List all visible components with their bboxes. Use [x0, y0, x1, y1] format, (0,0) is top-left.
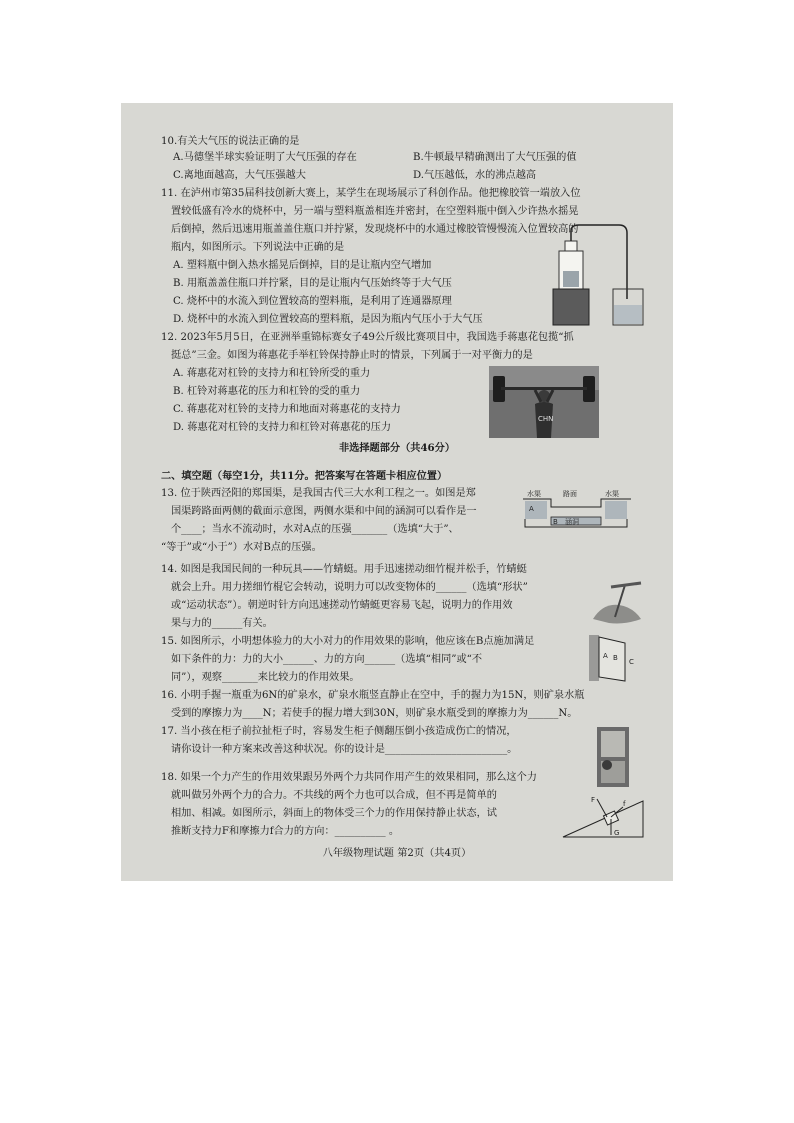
q12-option-c: C. 蒋惠花对杠铃的支持力和地面对蒋惠花的支持力	[173, 404, 401, 415]
road-label: 路面	[563, 490, 577, 498]
point-b-label: B	[553, 518, 558, 526]
q10-option-b: B.牛顿最早精确测出了大气压强的值	[413, 152, 577, 163]
weightlifter-photo	[489, 366, 599, 438]
point-b-door-label: B	[613, 654, 618, 662]
part2-title: 非选择题部分（共46分）	[338, 442, 456, 454]
point-a-label: A	[529, 505, 534, 513]
q11-option-b: B. 用瓶盖盖住瓶口并拧紧，目的是让瓶内气压始终等于大气压	[173, 278, 452, 289]
incline-block-figure	[561, 793, 647, 841]
q13-line-3: 个____；当水不流动时，水对A点的压强_______（选填“大于”、	[171, 524, 459, 535]
q18-line-2: 就叫做另外两个力的合力。不共线的两个力也可以合成，但不再是简单的	[171, 790, 497, 801]
q11-stem-line-1: 11. 在泸州市第35届科技创新大赛上，某学生在现场展示了科创作品。他把橡胶管一端放入位	[161, 188, 581, 199]
q11-option-a: A. 塑料瓶中倒入热水摇晃后倒掉，目的是让瓶内空气增加	[173, 260, 432, 271]
q12-option-b: B. 杠铃对蒋惠花的压力和杠铃的受的重力	[173, 386, 361, 397]
gravity-label: G	[614, 829, 620, 837]
q10-option-c: C.离地面越高，大气压强越大	[173, 170, 306, 181]
cabinet-child-figure	[591, 725, 635, 789]
exam-page	[121, 103, 673, 881]
q10-option-a: A.马德堡半球实验证明了大气压强的存在	[173, 152, 357, 163]
q11-option-d: D. 烧杯中的水流入到位置较高的塑料瓶，是因为瓶内气压小于大气压	[173, 314, 483, 325]
q16-line-2: 受到的摩擦力为____N；若使手的握力增大到30N，则矿泉水瓶受到的摩擦力为______N。	[171, 708, 578, 719]
bamboo-dragonfly-figure	[589, 581, 645, 625]
q10-option-d: D.气压越低，水的沸点越高	[413, 170, 537, 181]
point-c-door-label: C	[629, 658, 634, 666]
q17-line-2: 请你设计一种方案来改善这种状况。你的设计是________________________。	[171, 744, 518, 755]
section2-title: 二、填空题（每空1分，共11分。把答案写在答题卡相应位置）	[161, 470, 448, 482]
point-a-door-label: A	[603, 652, 608, 660]
q14-line-4: 果与力的______有关。	[171, 618, 273, 629]
q18-line-4: 推断支持力F和摩擦力f合力的方向：__________ 。	[171, 826, 400, 837]
q11-option-c: C. 烧杯中的水流入到位置较高的塑料瓶，是利用了连通器原理	[173, 296, 452, 307]
door-figure	[585, 633, 641, 683]
q17-line-1: 17. 当小孩在柜子前拉扯柜子时，容易发生柜子侧翻压倒小孩造成伤亡的情况，	[161, 726, 517, 737]
q13-line-4: “等于”或“小于”）水对B点的压强。	[161, 542, 322, 553]
q11-stem-line-2: 置较低盛有冷水的烧杯中，另一端与塑料瓶盖相连并密封，在空塑料瓶中倒入少许热水摇晃	[171, 206, 579, 217]
q12-option-a: A. 蒋惠花对杠铃的支持力和杠铃所受的重力	[173, 368, 371, 379]
q12-stem-line-2: 挺总”三金。如图为蒋惠花手举杠铃保持静止时的情景，下列属于一对平衡力的是	[171, 350, 533, 361]
canal-cross-section-figure	[521, 487, 633, 533]
canal-label-left: 水渠	[527, 490, 541, 498]
q13-line-2: 国渠跨路面两侧的截面示意图，两侧水渠和中间的涵洞可以看作是一	[171, 506, 477, 517]
q14-line-3: 或“运动状态”）。朝逆时针方向迅速搓动竹蜻蜓更容易飞起，说明力的作用效	[171, 600, 513, 611]
q11-stem-line-4: 瓶内，如图所示。下列说法中正确的是	[171, 242, 345, 253]
q13-line-1: 13. 位于陕西泾阳的郑国渠，是我国古代三大水利工程之一。如图是郑	[161, 488, 476, 499]
force-f-label: F	[591, 796, 596, 804]
q15-line-2: 如下条件的力：力的大小______、力的方向______（选填“相同”或“不	[171, 654, 483, 665]
friction-label: f	[623, 800, 626, 808]
photo-caption-text: CHN	[538, 415, 554, 423]
bottle-beaker-figure	[549, 221, 649, 331]
canal-label-right: 水渠	[605, 490, 619, 498]
page-footer: 八年级物理试题 第2页（共4页）	[322, 848, 472, 859]
q12-option-d: D. 蒋惠花对杠铃的支持力和杠铃对蒋惠花的压力	[173, 422, 392, 433]
q18-line-1: 18. 如果一个力产生的作用效果跟另外两个力共同作用产生的效果相同，那么这个力	[161, 772, 537, 783]
q14-line-2: 就会上升。用力搓细竹棍它会转动，说明力可以改变物体的______（选填“形状”	[171, 582, 528, 593]
culvert-label: 涵洞	[565, 518, 579, 526]
q18-line-3: 相加、相减。如图所示，斜面上的物体受三个力的作用保持静止状态，试	[171, 808, 497, 819]
q12-stem-line-1: 12. 2023年5月5日，在亚洲举重锦标赛女子49公斤级比赛项目中，我国选手蒋惠花包揽“抓	[161, 332, 574, 343]
q10-stem: 10.有关大气压的说法正确的是	[161, 136, 300, 147]
q15-line-3: 同”），观察_______来比较力的作用效果。	[171, 672, 360, 683]
q14-line-1: 14. 如图是我国民间的一种玩具——竹蜻蜓。用手迅速搓动细竹棍并松手，竹蜻蜓	[161, 564, 527, 575]
q11-stem-line-3: 后倒掉，然后迅速用瓶盖盖住瓶口并拧紧，发现烧杯中的水通过橡胶管慢慢流入位置较高的	[171, 224, 579, 235]
q16-line-1: 16. 小明手握一瓶重为6N的矿泉水，矿泉水瓶竖直静止在空中，手的握力为15N，则矿泉水瓶	[161, 690, 585, 701]
q15-line-1: 15. 如图所示，小明想体验力的大小对力的作用效果的影响，他应该在B点施加满足	[161, 636, 535, 647]
